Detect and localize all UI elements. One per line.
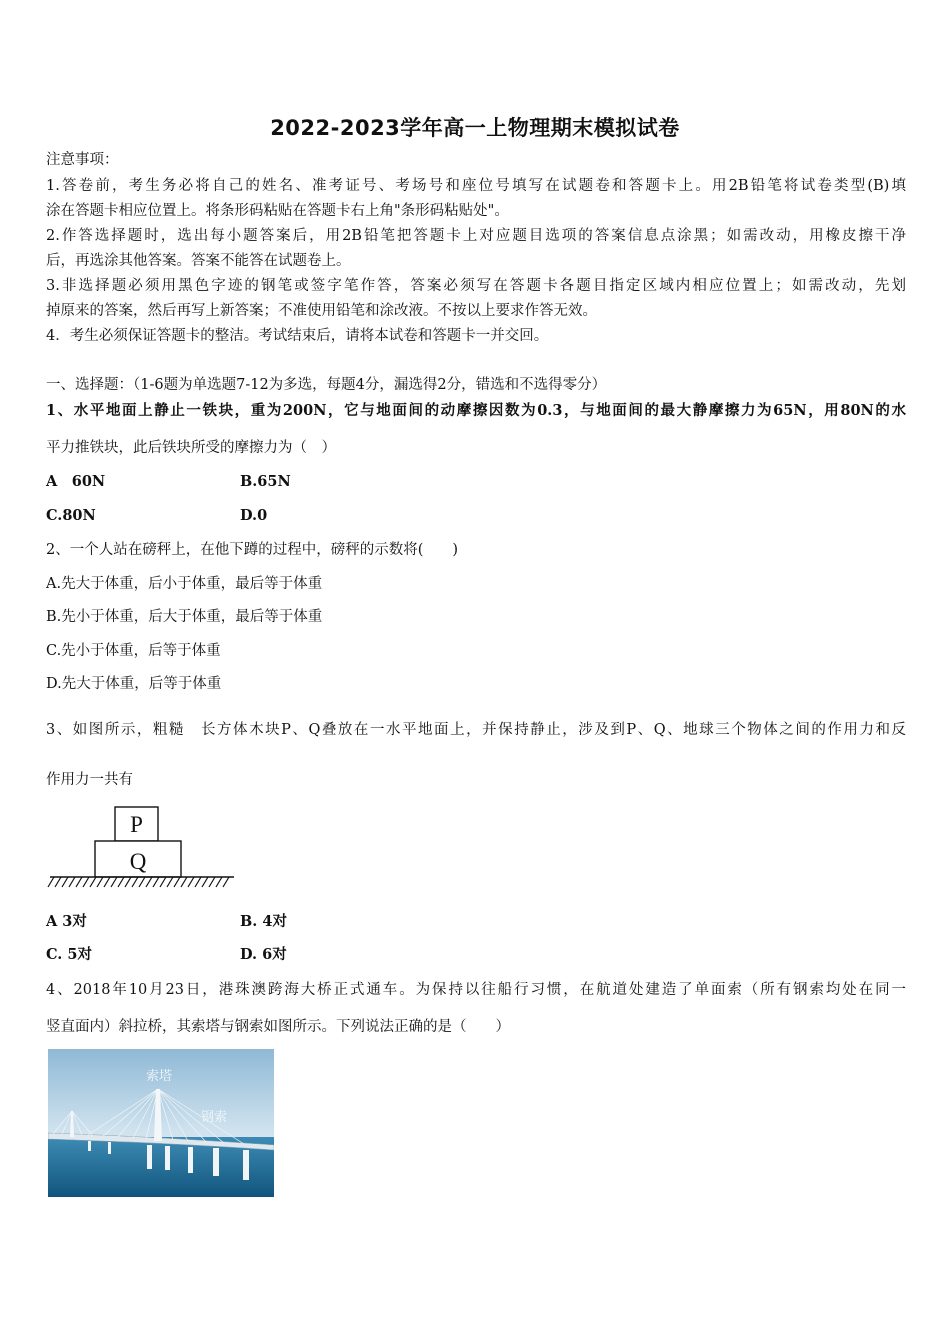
hatch-mark	[90, 877, 96, 887]
hatch-mark	[76, 877, 82, 887]
hatch-mark	[188, 877, 194, 887]
q3-stem-line-1: 3、如图所示，粗糙 长方体木块P、Q叠放在一水平地面上，并保持静止，涉及到P、Q、地球三个物体之间的作用力和反	[46, 722, 906, 738]
block-diagram	[46, 803, 238, 895]
hatch-mark	[83, 877, 89, 887]
block-q-label: Q	[129, 849, 147, 874]
notice-heading: 注意事项：	[46, 152, 119, 168]
notice-item-4: 4．考生必须保证答题卡的整洁。考试结束后，请将本试卷和答题卡一并交回。	[46, 328, 549, 344]
photo-label-tower: 索塔	[146, 1069, 173, 1084]
hatch-mark	[146, 877, 152, 887]
bridge-photo	[48, 1049, 274, 1197]
q1-option-b: B.65N	[240, 473, 291, 490]
hatch-mark	[160, 877, 166, 887]
hatch-mark	[153, 877, 159, 887]
q1-option-c: C.80N	[46, 507, 96, 524]
q1-option-d: D.0	[240, 507, 268, 524]
q1-stem-line-1: 1、水平地面上静止一铁块，重为200N，它与地面间的动摩擦因数为0.3，与地面间的最大静摩擦力为65N，用80N的水	[46, 402, 906, 419]
hatch-mark	[216, 877, 222, 887]
q3-option-b: B. 4对	[240, 913, 287, 930]
hatch-mark	[209, 877, 215, 887]
hatch-mark	[125, 877, 131, 887]
hatch-mark	[195, 877, 201, 887]
q2-stem: 2、一个人站在磅秤上，在他下蹲的过程中，磅秤的示数将( )	[46, 542, 459, 558]
hatch-mark	[174, 877, 180, 887]
hatch-mark	[97, 877, 103, 887]
photo-label-cable: 钢索	[201, 1110, 228, 1125]
q2-option-c: C.先小于体重，后等于体重	[46, 643, 221, 659]
block-p-label: P	[130, 812, 143, 837]
q4-stem-line-2: 竖直面内）斜拉桥，其索塔与钢索如图所示。下列说法正确的是（ ）	[46, 1019, 510, 1035]
hatch-mark	[62, 877, 68, 887]
hatch-mark	[111, 877, 117, 887]
notice-item-2-line-2: 后，再选涂其他答案。答案不能答在试题卷上。	[46, 253, 351, 269]
hatch-mark	[223, 877, 229, 887]
hatch-mark	[55, 877, 61, 887]
q1-stem-line-2: 平力推铁块，此后铁块所受的摩擦力为（ ）	[46, 440, 336, 456]
q4-stem-line-1: 4、2018年10月23日，港珠澳跨海大桥正式通车。为保持以往船行习惯，在航道处建造了单面索（所有钢索均处在同一	[46, 982, 906, 998]
q2-option-a: A.先大于体重，后小于体重，最后等于体重	[46, 576, 323, 592]
notice-item-3-line-1: 3.非选择题必须用黑色字迹的钢笔或签字笔作答，答案必须写在答题卡各题目指定区域内相应位置上；如需改动，先划	[46, 278, 906, 294]
hatch-mark	[202, 877, 208, 887]
section-heading: 一、选择题：（1-6题为单选题7-12为多选，每题4分，漏选得2分，错选和不选得零分）	[46, 377, 607, 393]
q3-option-a: A 3对	[46, 913, 87, 930]
hatch-mark	[69, 877, 75, 887]
notice-item-1-line-1: 1.答卷前，考生务必将自己的姓名、准考证号、考场号和座位号填写在试题卷和答题卡上。用2B铅笔将试卷类型(B)填	[46, 178, 906, 194]
hatch-mark	[139, 877, 145, 887]
q3-option-d: D. 6对	[240, 946, 287, 963]
hatch-mark	[118, 877, 124, 887]
notice-item-2-line-1: 2.作答选择题时，选出每小题答案后，用2B铅笔把答题卡上对应题目选项的答案信息点涂黑；如需改动，用橡皮擦干净	[46, 228, 906, 244]
hatch-mark	[104, 877, 110, 887]
notice-item-3-line-2: 掉原来的答案，然后再写上新答案；不准使用铅笔和涂改液。不按以上要求作答无效。	[46, 303, 597, 319]
hatch-mark	[167, 877, 173, 887]
q2-option-d: D.先大于体重，后等于体重	[46, 676, 222, 692]
q3-option-c: C. 5对	[46, 946, 92, 963]
q2-option-b: B.先小于体重，后大于体重，最后等于体重	[46, 609, 323, 625]
q3-stem-line-2: 作用力一共有	[46, 772, 133, 788]
hatch-mark	[181, 877, 187, 887]
notice-item-1-line-2: 涂在答题卡相应位置上。将条形码粘贴在答题卡右上角"条形码粘贴处"。	[46, 203, 509, 219]
hatch-mark	[48, 877, 54, 887]
ground-hatching	[48, 877, 229, 887]
q1-option-a: A 60N	[46, 473, 106, 490]
exam-title: 2022-2023学年高一上物理期末模拟试卷	[270, 116, 680, 140]
hatch-mark	[132, 877, 138, 887]
